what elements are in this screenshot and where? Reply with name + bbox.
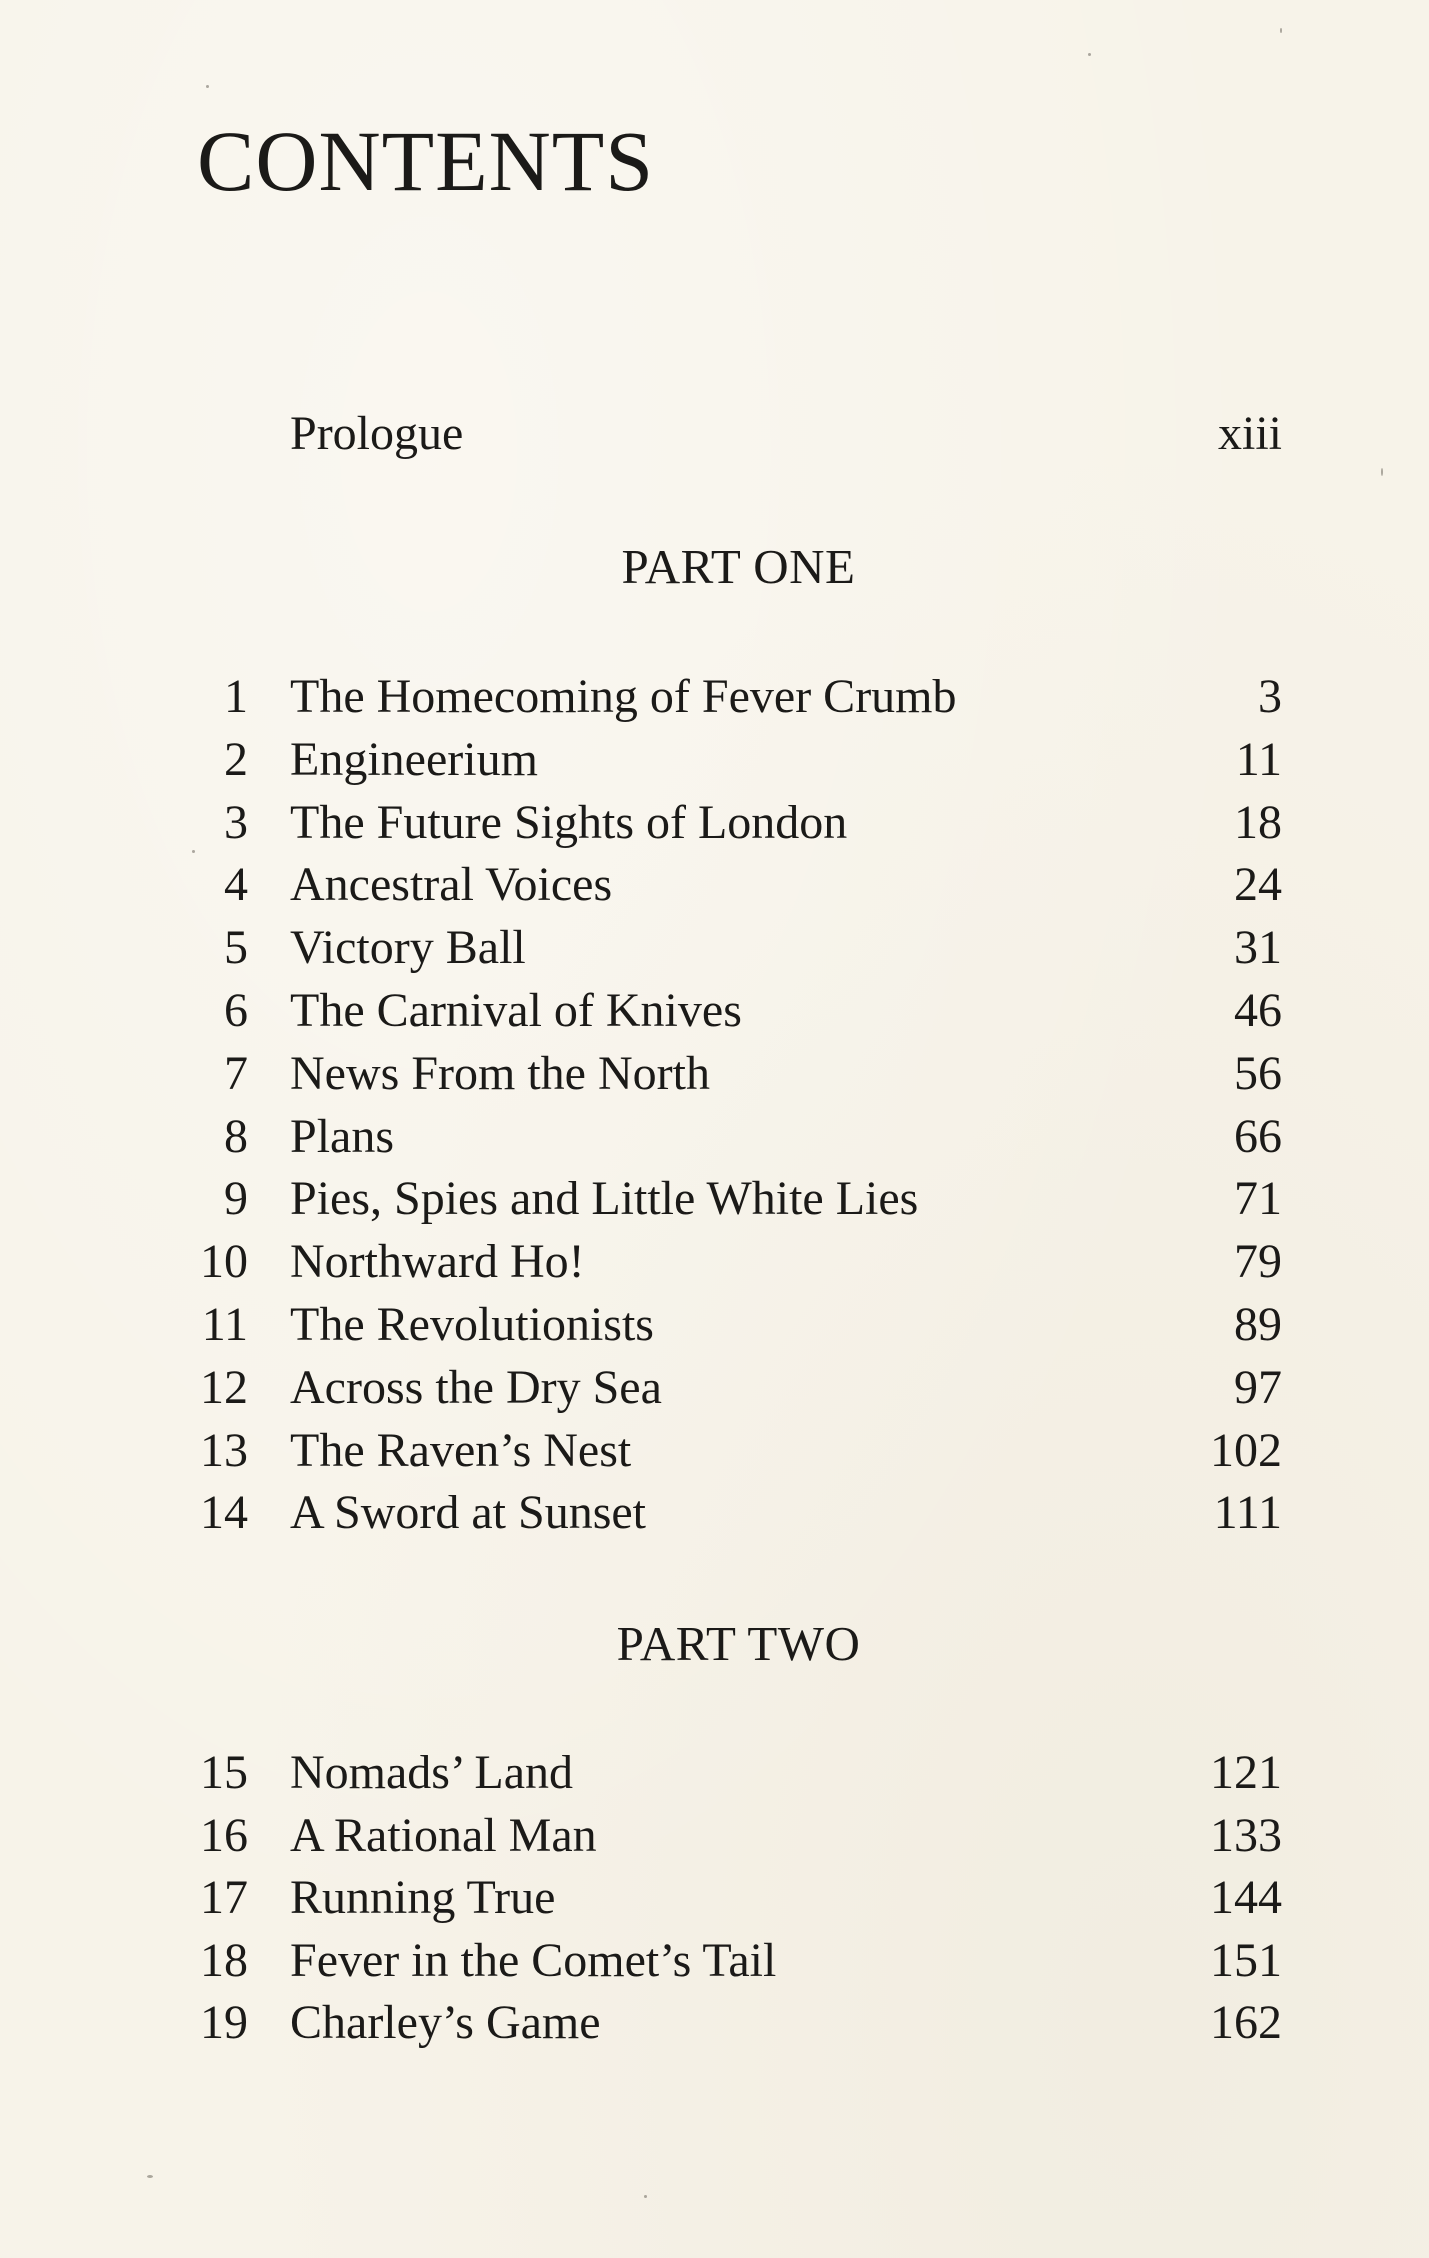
prologue-entry[interactable] bbox=[290, 404, 1282, 464]
chapter-number: 17 bbox=[200, 1871, 248, 1924]
chapter-title: Engineerium bbox=[290, 732, 538, 786]
chapter-page-number: 121 bbox=[1210, 1746, 1282, 1799]
chapter-page-number: 102 bbox=[1210, 1423, 1282, 1477]
chapter-page-number: 66 bbox=[1234, 1109, 1282, 1163]
chapter-entry[interactable] bbox=[190, 1992, 1282, 2055]
chapter-entry[interactable] bbox=[190, 917, 1282, 980]
chapter-entry[interactable] bbox=[190, 1420, 1282, 1483]
chapter-number: 8 bbox=[224, 1109, 248, 1163]
chapter-entry[interactable] bbox=[190, 854, 1282, 917]
chapter-title: Running True bbox=[290, 1871, 556, 1924]
paper-speck bbox=[644, 2195, 647, 2198]
part-one-heading: PART ONE bbox=[621, 539, 856, 594]
part-two-heading: PART TWO bbox=[616, 1616, 861, 1671]
chapter-entry[interactable] bbox=[190, 1805, 1282, 1868]
chapter-entry[interactable] bbox=[190, 1357, 1282, 1420]
paper-speck bbox=[206, 85, 209, 88]
chapter-entry[interactable] bbox=[190, 1867, 1282, 1930]
chapter-entry[interactable] bbox=[190, 666, 1282, 729]
chapter-page-number: 46 bbox=[1234, 983, 1282, 1037]
chapter-number: 14 bbox=[200, 1486, 248, 1540]
chapter-page-number: 111 bbox=[1213, 1486, 1282, 1540]
chapter-title: News From the North bbox=[290, 1046, 710, 1100]
chapter-page-number: 11 bbox=[1235, 732, 1282, 786]
paper-speck bbox=[192, 850, 195, 853]
chapter-title: The Carnival of Knives bbox=[290, 983, 742, 1037]
prologue-page-number: xiii bbox=[1217, 407, 1282, 460]
chapter-page-number: 97 bbox=[1234, 1360, 1282, 1414]
chapter-page-number: 162 bbox=[1210, 1996, 1282, 2049]
chapter-page-number: 151 bbox=[1210, 1933, 1282, 1987]
chapter-title: Fever in the Comet’s Tail bbox=[290, 1933, 777, 1987]
chapter-page-number: 144 bbox=[1210, 1871, 1282, 1924]
chapter-title: The Raven’s Nest bbox=[290, 1423, 632, 1477]
paper-speck bbox=[1381, 468, 1383, 476]
chapter-title: A Sword at Sunset bbox=[290, 1486, 647, 1540]
chapter-title: Charley’s Game bbox=[290, 1996, 601, 2049]
chapter-title: The Future Sights of London bbox=[290, 795, 848, 849]
chapter-page-number: 24 bbox=[1234, 858, 1282, 912]
chapter-title: A Rational Man bbox=[290, 1808, 597, 1862]
chapter-entry[interactable] bbox=[190, 1168, 1282, 1231]
chapter-title: Pies, Spies and Little White Lies bbox=[290, 1172, 919, 1226]
paper-speck bbox=[147, 2175, 153, 2178]
chapter-number: 15 bbox=[200, 1746, 248, 1799]
paper-speck bbox=[1088, 53, 1091, 56]
chapter-number: 4 bbox=[224, 858, 248, 912]
paper-speck bbox=[1280, 28, 1282, 33]
chapter-page-number: 31 bbox=[1234, 921, 1282, 975]
chapter-title: The Homecoming of Fever Crumb bbox=[290, 670, 957, 723]
chapter-entry[interactable] bbox=[190, 792, 1282, 855]
chapter-number: 2 bbox=[224, 732, 248, 786]
chapter-number: 19 bbox=[200, 1996, 248, 2049]
chapter-entry[interactable] bbox=[190, 1930, 1282, 1993]
chapter-number: 18 bbox=[200, 1933, 248, 1987]
chapter-title: Nomads’ Land bbox=[290, 1746, 574, 1799]
chapter-number: 6 bbox=[224, 983, 248, 1037]
chapter-entry[interactable] bbox=[190, 1294, 1282, 1357]
chapter-entry[interactable] bbox=[190, 1742, 1282, 1805]
chapter-number: 13 bbox=[200, 1423, 248, 1477]
chapter-entry[interactable] bbox=[190, 1482, 1282, 1545]
chapter-page-number: 79 bbox=[1234, 1235, 1282, 1289]
chapter-entry[interactable] bbox=[190, 1231, 1282, 1294]
chapter-number: 3 bbox=[224, 795, 248, 849]
part-two-chapter-list bbox=[190, 1742, 1282, 2055]
chapter-page-number: 71 bbox=[1234, 1172, 1282, 1226]
chapter-title: Victory Ball bbox=[290, 921, 526, 975]
chapter-page-number: 3 bbox=[1258, 670, 1282, 723]
chapter-number: 12 bbox=[200, 1360, 248, 1414]
chapter-number: 5 bbox=[224, 921, 248, 975]
chapter-entry[interactable] bbox=[190, 729, 1282, 792]
chapter-entry[interactable] bbox=[190, 1106, 1282, 1169]
chapter-title: The Revolutionists bbox=[290, 1297, 654, 1351]
chapter-number: 1 bbox=[224, 670, 248, 723]
chapter-entry[interactable] bbox=[190, 980, 1282, 1043]
chapter-title: Northward Ho! bbox=[290, 1235, 585, 1289]
page-title: CONTENTS bbox=[197, 113, 655, 209]
chapter-title: Across the Dry Sea bbox=[290, 1360, 662, 1414]
chapter-page-number: 18 bbox=[1234, 795, 1282, 849]
chapter-number: 9 bbox=[224, 1172, 248, 1226]
chapter-number: 11 bbox=[201, 1297, 248, 1351]
chapter-page-number: 89 bbox=[1234, 1297, 1282, 1351]
chapter-title: Ancestral Voices bbox=[290, 858, 613, 912]
chapter-number: 10 bbox=[200, 1235, 248, 1289]
chapter-entry[interactable] bbox=[190, 1043, 1282, 1106]
chapter-number: 7 bbox=[224, 1046, 248, 1100]
part-one-chapter-list bbox=[190, 666, 1282, 1545]
chapter-page-number: 56 bbox=[1234, 1046, 1282, 1100]
chapter-page-number: 133 bbox=[1210, 1808, 1282, 1862]
prologue-label: Prologue bbox=[290, 407, 464, 460]
chapter-number: 16 bbox=[200, 1808, 248, 1862]
chapter-title: Plans bbox=[290, 1109, 395, 1163]
